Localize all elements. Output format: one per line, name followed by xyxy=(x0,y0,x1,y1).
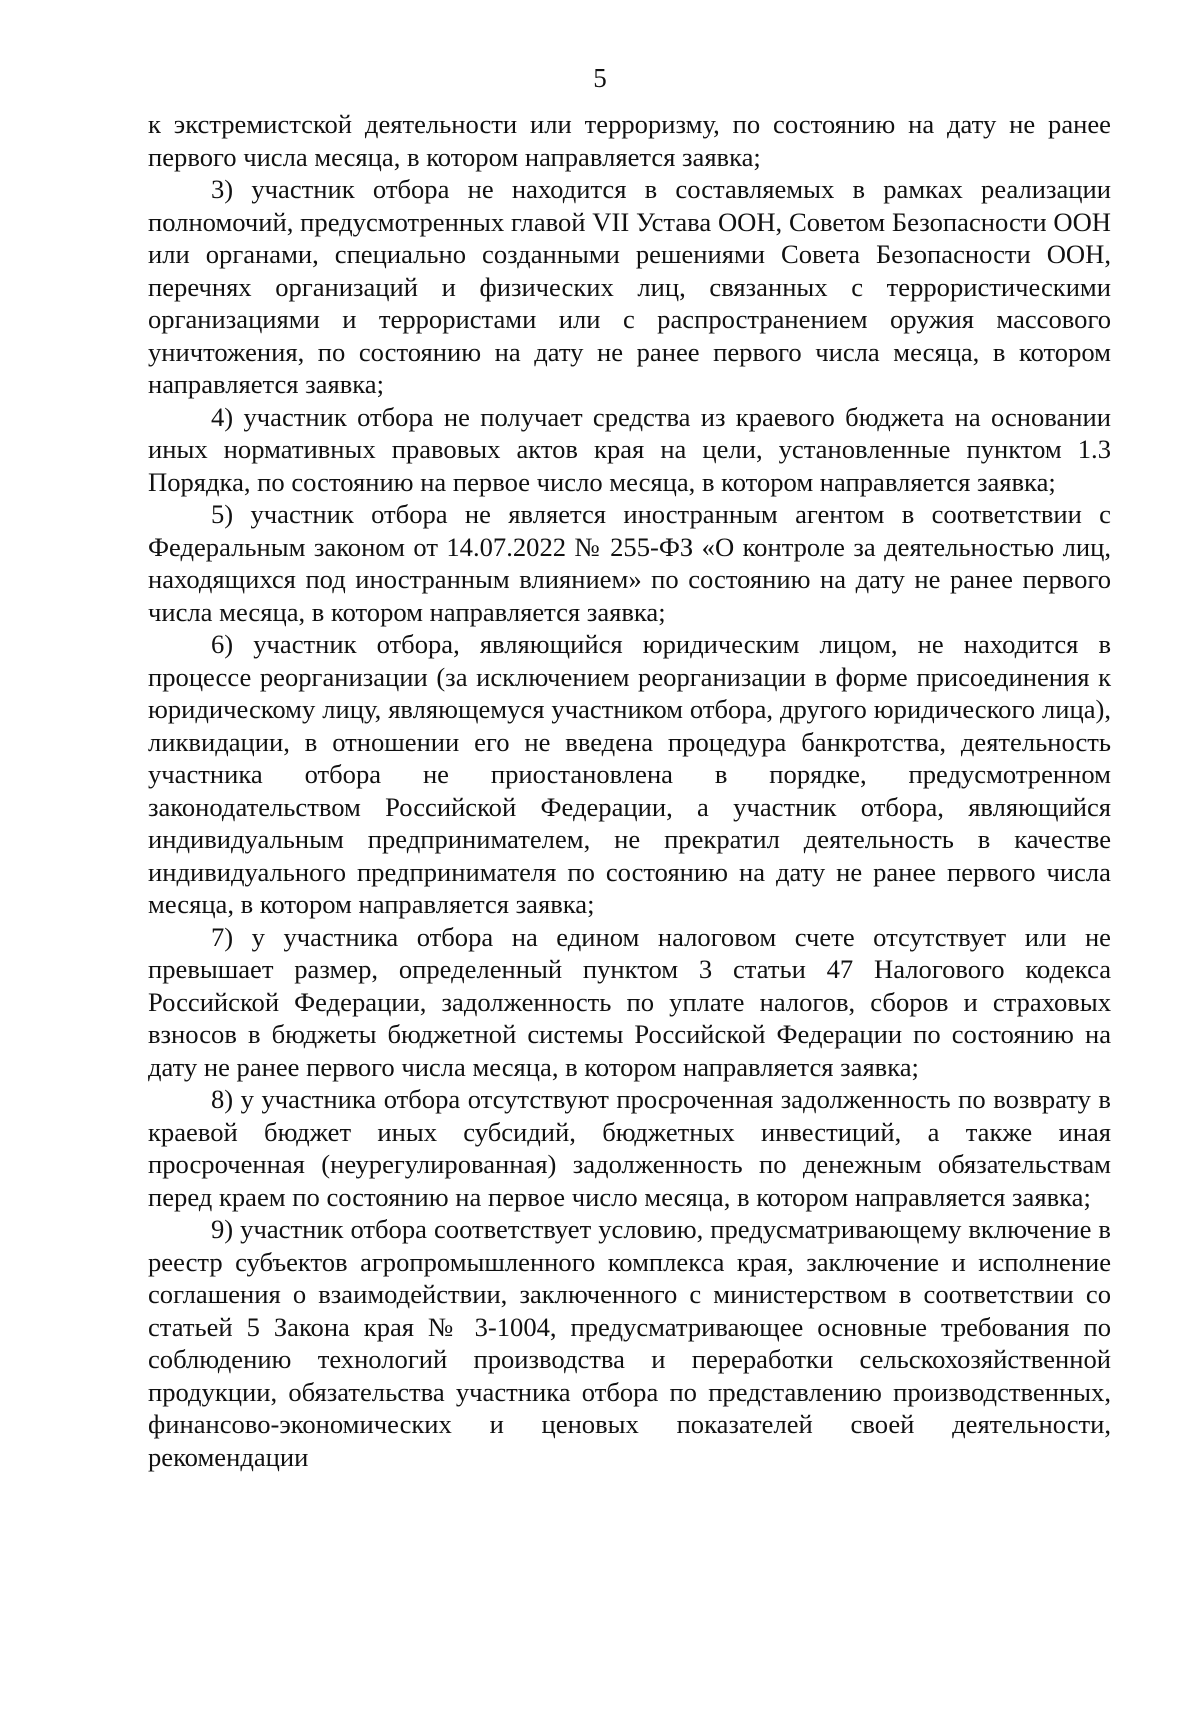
paragraph-item-8: 8) у участника отбора отсутствуют просроченная задолженность по возврату в краевой бюджет иных субсидий, бюджетных инвестиций, а также иная просроченная (неурегулированная) задолженность по денежным обязательствам перед краем по состоянию на первое число месяца, в котором направляется заявка; xyxy=(148,1084,1111,1212)
paragraph-item-3: 3) участник отбора не находится в составляемых в рамках реализации полномочий, предусмотренных главой VII Устава ООН, Советом Безопасности ООН или органами, специально созданными решениями Совета Безопасности ООН, перечнях организаций и физических лиц, связанных с террористическими организациями и террористами или с распространением оружия массового уничтожения, по состоянию на дату не ранее первого числа месяца, в котором направляется заявка; xyxy=(148,174,1111,399)
page-number: 5 xyxy=(593,63,607,93)
paragraph-item-5: 5) участник отбора не является иностранным агентом в соответствии с Федеральным законом от 14.07.2022 № 255-ФЗ «О контроле за деятельностью лиц, находящихся под иностранным влиянием» по состоянию на дату не ранее первого числа месяца, в котором направляется заявка; xyxy=(148,499,1111,627)
document-body xyxy=(148,108,1111,1473)
paragraph-item-9: 9) участник отбора соответствует условию, предусматривающему включение в реестр субъектов агропромышленного комплекса края, заключение и исполнение соглашения о взаимодействии, заключенного с министерством в соответствии со статьей 5 Закона края № 3-1004, предусматривающее основные требования по соблюдению технологий производства и переработки сельскохозяйственной продукции, обязательства участника отбора по представлению производственных, финансово-экономических и ценовых показателей своей деятельности, рекомендации xyxy=(148,1214,1111,1472)
paragraph-item-6: 6) участник отбора, являющийся юридическим лицом, не находится в процессе реорганизации (за исключением реорганизации в форме присоединения к юридическому лицу, являющемуся участником отбора, другого юридического лица), ликвидации, в отношении его не введена процедура банкротства, деятельность участника отбора не приостановлена в порядке, предусмотренном законодательством Российской Федерации, а участник отбора, являющийся индивидуальным предпринимателем, не прекратил деятельность в качестве индивидуального предпринимателя по состоянию на дату не ранее первого числа месяца, в котором направляется заявка; xyxy=(148,629,1111,919)
paragraph-item-7: 7) у участника отбора на едином налоговом счете отсутствует или не превышает размер, определенный пунктом 3 статьи 47 Налогового кодекса Российской Федерации, задолженность по уплате налогов, сборов и страховых взносов в бюджеты бюджетной системы Российской Федерации по состоянию на дату не ранее первого числа месяца, в котором направляется заявка; xyxy=(148,921,1111,1082)
paragraph-continuation: к экстремистской деятельности или терроризму, по состоянию на дату не ранее первого числа месяца, в котором направляется заявка; xyxy=(148,109,1111,172)
paragraph-item-4: 4) участник отбора не получает средства из краевого бюджета на основании иных нормативных правовых актов края на цели, установленные пунктом 1.3 Порядка, по состоянию на первое число месяца, в котором направляется заявка; xyxy=(148,401,1111,497)
